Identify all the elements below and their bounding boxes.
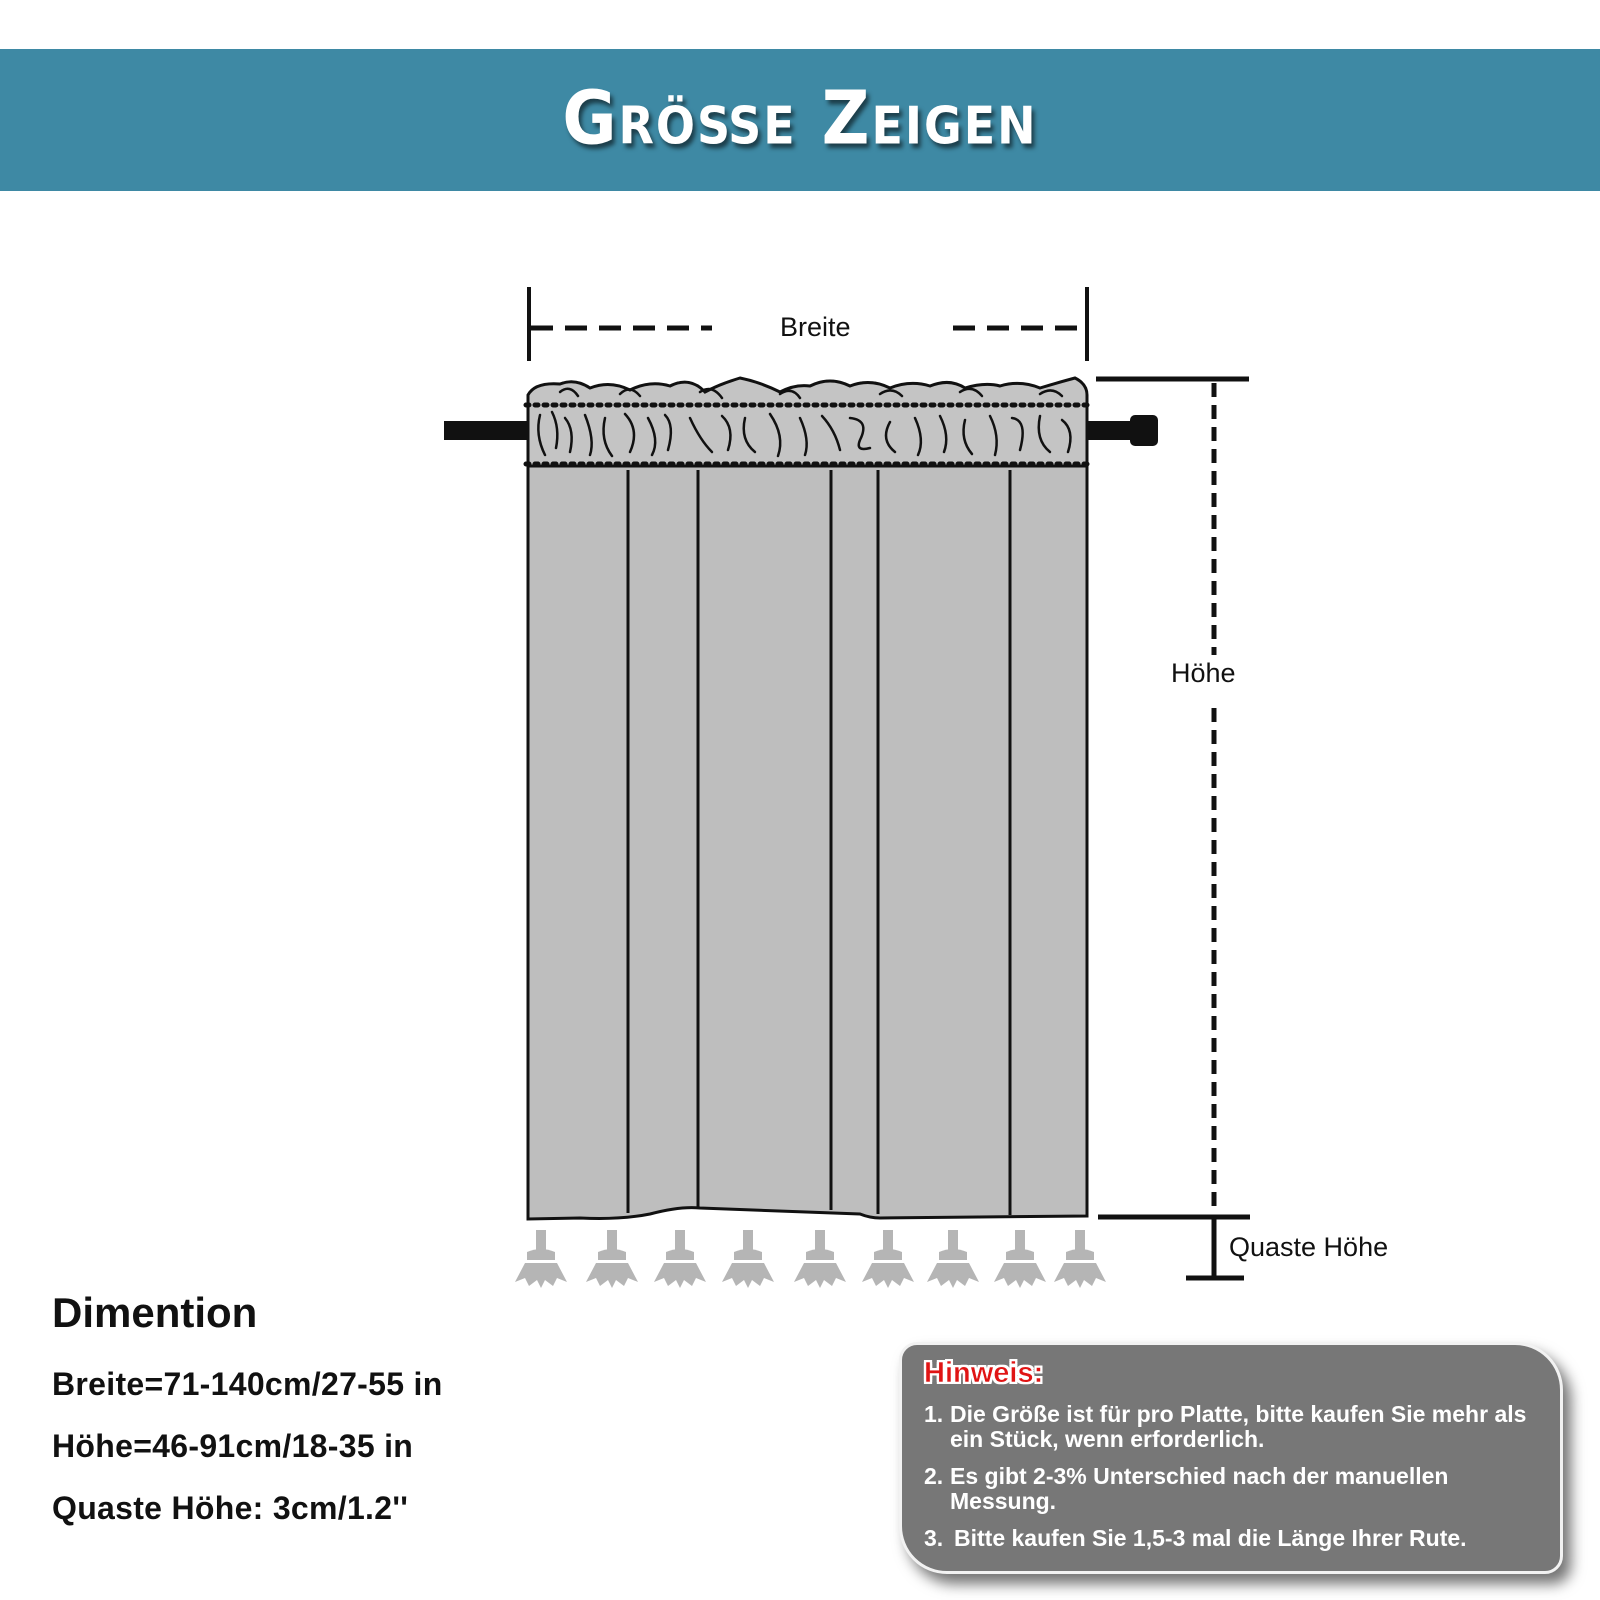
note-item-number: 2. xyxy=(924,1463,944,1489)
dimension-tassel-height: Quaste Höhe: 3cm/1.2'' xyxy=(52,1490,409,1526)
note-item xyxy=(924,1402,1544,1452)
tassel-icon xyxy=(927,1230,979,1288)
curtain-panel-icon xyxy=(526,378,1090,1219)
height-label: Höhe xyxy=(1171,658,1236,688)
dimension-section xyxy=(52,1289,443,1554)
tassel-icon xyxy=(1054,1230,1106,1288)
tassel-icon xyxy=(654,1230,706,1288)
banner-title: Größe Zeigen xyxy=(562,74,1038,162)
note-title: Hinweis: xyxy=(924,1357,1044,1389)
tassel-row xyxy=(515,1230,1106,1288)
note-item xyxy=(924,1464,1544,1514)
tassel-icon xyxy=(862,1230,914,1288)
height-measurement xyxy=(1096,379,1250,1217)
note-item-text: Bitte kaufen Sie 1,5-3 mal die Länge Ihrer Rute. xyxy=(954,1525,1467,1551)
note-item-text: Die Größe ist für pro Platte, bitte kaufen Sie mehr als ein Stück, wenn erforderlich. xyxy=(950,1401,1527,1452)
dimension-title: Dimention xyxy=(52,1289,258,1336)
dimension-height: Höhe=46-91cm/18-35 in xyxy=(52,1428,414,1464)
tassel-icon xyxy=(586,1230,638,1288)
note-item xyxy=(924,1526,1544,1551)
tassel-icon xyxy=(515,1230,567,1288)
tassel-icon xyxy=(794,1230,846,1288)
tassel-icon xyxy=(722,1230,774,1288)
tassel-icon xyxy=(994,1230,1046,1288)
dimension-width: Breite=71-140cm/27-55 in xyxy=(52,1366,443,1402)
width-label: Breite xyxy=(780,312,851,342)
note-box xyxy=(899,1342,1563,1574)
note-item-number: 3. xyxy=(924,1525,944,1551)
tassel-height-label: Quaste Höhe xyxy=(1229,1232,1389,1262)
note-item-text: Es gibt 2-3% Unterschied nach der manuellen Messung. xyxy=(950,1463,1449,1514)
note-item-number: 1. xyxy=(924,1401,944,1427)
